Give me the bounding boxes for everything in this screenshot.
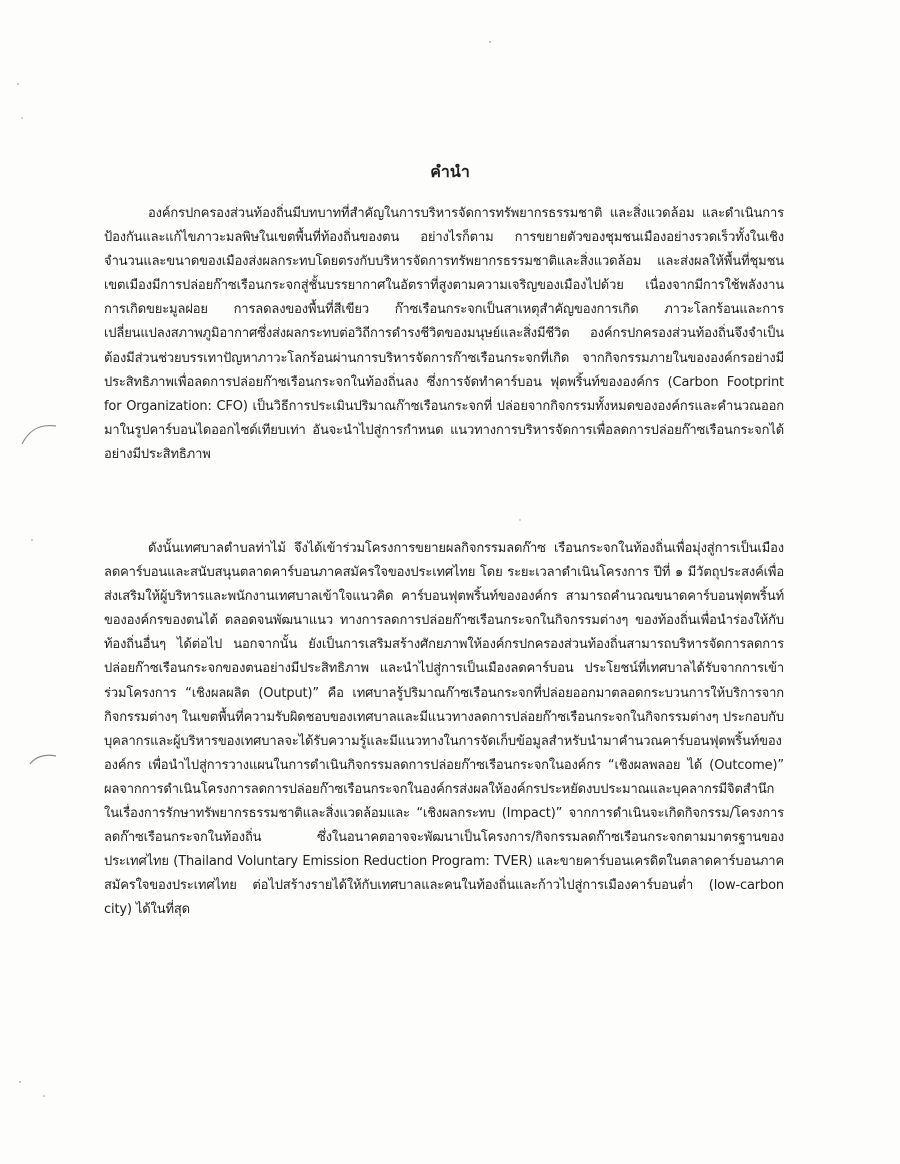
page-title: คำนำ [430,161,470,181]
scan-mark-lower [28,752,58,768]
scan-mark-upper [20,420,60,450]
paragraph-1: องค์กรปกครองส่วนท้องถิ่นมีบทบาทที่สำคัญในการบริหารจัดการทรัพยากรธรรมชาติ และสิ่งแวดล้อม และดำเนินการป้องกันและแก้ไขภาวะมลพิษในเขตพื้นที่ท้องถิ่นของตน อย่างไรก็ตาม การขยายตัวของชุมชนเมืองอย่างรวดเร็วทั้งในเชิงจำนวนและขนาดของเมืองส่งผลกระทบโดยตรงกับบริหารจัดการทรัพยากรธรรมชาติและสิ่งแวดล้อม และส่งผลให้พื้นที่ชุมชนเขตเมืองมีการปล่อยก๊าซเรือนกระจกสู่ชั้นบรรยากาศในอัตราที่สูงตามความเจริญของเมืองไปด้วย เนื่องจากมีการใช้พลังงาน การเกิดขยะมูลฝอย การลดลงของพื้นที่สีเขียว ก๊าซเรือนกระจกเป็นสาเหตุสำคัญของการเกิด ภาวะโลกร้อนและการเปลี่ยนแปลงสภาพภูมิอากาศซึ่งส่งผลกระทบต่อวิถีการดำรงชีวิตของมนุษย์และสิ่งมีชีวิต องค์กรปกครองส่วนท้องถิ่นจึงจำเป็นต้องมีส่วนช่วยบรรเทาปัญหาภาวะโลกร้อนผ่านการบริหารจัดการก๊าซเรือนกระจกที่เกิด จากกิจกรรมภายในขององค์กรอย่างมีประสิทธิภาพเพื่อลดการปล่อยก๊าซเรือนกระจกในท้องถิ่นลง ซึ่งการจัดทำคาร์บอน ฟุตพริ้นท์ขององค์กร (Carbon Footprint for Organization: CFO) เป็นวิธีการประเมินปริมาณก๊าซเรือนกระจกที่ ปล่อยจากกิจกรรมทั้งหมดขององค์กรและคำนวณออกมาในรูปคาร์บอนไดออกไซด์เทียบเท่า อันจะนำไปสู่การกำหนด แนวทางการบริหารจัดการเพื่อลดการปล่อยก๊าซเรือนกระจกได้อย่างมีประสิทธิภาพ [104,206,784,462]
paragraph-2: ดังนั้นเทศบาลตำบลท่าไม้ จึงได้เข้าร่วมโครงการขยายผลกิจกรรมลดก๊าซ เรือนกระจกในท้องถิ่นเพื่อมุ่งสู่การเป็นเมืองลดคาร์บอนและสนับสนุนตลาดคาร์บอนภาคสมัครใจของประเทศไทย โดย ระยะเวลาดำเนินโครงการ ปีที่ ๑ มีวัตถุประสงค์เพื่อส่งเสริมให้ผู้บริหารและพนักงานเทศบาลเข้าใจแนวคิด คาร์บอนฟุตพริ้นท์ขององค์กร สามารถคำนวณขนาดคาร์บอนฟุตพริ้นท์ขององค์กรของตนได้ ตลอดจนพัฒนาแนว ทางการลดการปล่อยก๊าซเรือนกระจกในกิจกรรมต่างๆ ของท้องถิ่นเพื่อนำร่องให้กับท้องถิ่นอื่นๆ ได้ต่อไป นอกจากนั้น ยังเป็นการเสริมสร้างศักยภาพให้องค์กรปกครองส่วนท้องถิ่นสามารถบริหารจัดการลดการปล่อยก๊าซเรือนกระจกของตนอย่างมีประสิทธิภาพ และนำไปสู่การเป็นเมืองลดคาร์บอน ประโยชน์ที่เทศบาลได้รับจากการเข้าร่วมโครงการ “เชิงผลผลิต (Output)” คือ เทศบาลรู้ปริมาณก๊าซเรือนกระจกที่ปล่อยออกมาตลอดกระบวนการให้บริการจากกิจกรรมต่างๆ ในเขตพื้นที่ความรับผิดชอบของเทศบาลและมีแนวทางลดการปล่อยก๊าซเรือนกระจกในกิจกรรมต่างๆ ประกอบกับบุคลากรและผู้บริหารของเทศบาลจะได้รับความรู้และมีแนวทางในการจัดเก็บข้อมูลสำหรับนำมาคำนวณคาร์บอนฟุตพริ้นท์ขององค์กร เพื่อนำไปสู่การวางแผนในการดำเนินกิจกรรมลดการปล่อยก๊าซเรือนกระจกในองค์กร “เชิงผลพลอย ได้ (Outcome)” ผลจากการดำเนินโครงการลดการปล่อยก๊าซเรือนกระจกในองค์กรส่งผลให้องค์กรประหยัดงบประมาณและบุคลากรมีจิตสำนึกในเรื่องการรักษาทรัพยากรธรรมชาติและสิ่งแวดล้อมและ “เชิงผลกระทบ (Impact)” จากการดำเนินจะเกิดกิจกรรม/โครงการลดก๊าซเรือนกระจกในท้องถิ่น ซึ่งในอนาคตอาจจะพัฒนาเป็นโครงการ/กิจกรรมลดก๊าซเรือนกระจกตามมาตรฐานของประเทศไทย (Thailand Voluntary Emission Reduction Program: TVER) และขายคาร์บอนเครดิตในตลาดคาร์บอนภาคสมัครใจของประเทศไทย ต่อไปสร้างรายได้ให้กับเทศบาลและคนในท้องถิ่นและก้าวไปสู่การเมืองคาร์บอนต่ำ (low-carbon city) ได้ในที่สุด [104,541,784,918]
